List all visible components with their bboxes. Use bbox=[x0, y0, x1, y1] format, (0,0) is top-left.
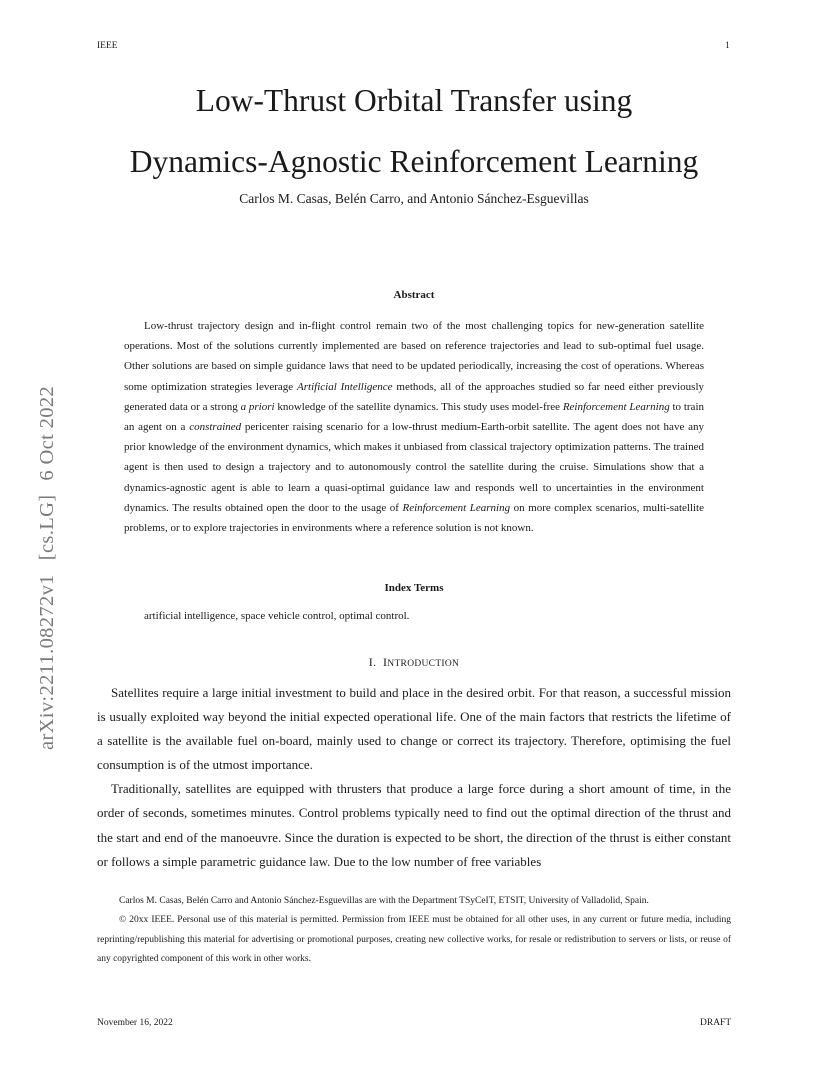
running-header-left: IEEE bbox=[97, 41, 118, 51]
paper-title-line-1: Low-Thrust Orbital Transfer using bbox=[195, 83, 633, 118]
arxiv-id: arXiv:2211.08272v1 bbox=[36, 574, 58, 750]
arxiv-date: 6 Oct 2022 bbox=[36, 385, 58, 481]
paper-title bbox=[0, 70, 828, 192]
arxiv-category: [cs.LG] bbox=[36, 494, 58, 561]
page-number: 1 bbox=[725, 41, 730, 51]
arxiv-stamp bbox=[36, 290, 64, 750]
footer-date: November 16, 2022 bbox=[97, 1018, 173, 1028]
abstract-body bbox=[124, 316, 704, 538]
section-title-first-letter: I bbox=[383, 655, 388, 669]
section-heading-introduction bbox=[0, 655, 828, 670]
index-terms-heading: Index Terms bbox=[384, 582, 444, 594]
footnote-affiliation: Carlos M. Casas, Belén Carro and Antonio Sánchez-Esguevillas are with the Department TSyCeIT, ETSIT, University of Valladolid, Spain. bbox=[119, 896, 649, 906]
intro-paragraph-2: Traditionally, satellites are equipped with thrusters that produce a large force during a short amount of time, in the order of seconds, sometimes minutes. Control problems typically need to find out the optimal direction of the thrust and the start and end of the manoeuvre. Since the duration is expected to be short, the direction of the thrust is either constant or follows a simple parametric guidance law. Due to the low number of free variables bbox=[97, 781, 731, 869]
abstract-heading: Abstract bbox=[393, 289, 435, 301]
section-number: I. bbox=[368, 655, 377, 669]
intro-paragraph-1: Satellites require a large initial investment to build and place in the desired orbit. For that reason, a successful mission is usually exploited way beyond the initial expected operational life. One of the main factors that restricts the lifetime of a satellite is the available fuel on-board, mainly used to change or correct its trajectory. Therefore, optimising the fuel consumption is of the utmost importance. bbox=[97, 685, 731, 773]
footnote-copyright: © 20xx IEEE. Personal use of this material is permitted. Permission from IEEE must be obtained for all other uses, in any current or future media, including reprinting/republishing this material for advertising or promotional purposes, creating new collective works, for resale or redistribution to servers or lists, or reuse of any copyrighted component of this work in other works. bbox=[97, 915, 731, 964]
paper-title-line-2: Dynamics-Agnostic Reinforcement Learning bbox=[129, 144, 699, 179]
footnote-block bbox=[97, 892, 731, 969]
index-terms-text: artificial intelligence, space vehicle control, optimal control. bbox=[144, 610, 410, 622]
abstract-paragraph: Low-thrust trajectory design and in-flight control remain two of the most challenging topics for new-generation satellite operations. Most of the solutions currently implemented are based on reference trajectories and lead to sub-optimal fuel usage. Other solutions are based on simple guidance laws that need to be updated periodically, increasing the cost of operations. Whereas some optimization strategies leverage Artificial Intelligence methods, all of the approaches studied so far need either previously generated data or a strong a priori knowledge of the satellite dynamics. This study uses model-free Reinforcement Learning to train an agent on a constrained pericenter raising scenario for a low-thrust medium-Earth-orbit satellite. The agent does not have any prior knowledge of the environment dynamics, which makes it unbiased from classical trajectory optimization patterns. The trained agent is then used to design a trajectory and to autonomously control the satellite during the cruise. Simulations show that a dynamics-agnostic agent is able to learn a quasi-optimal guidance law and responds well to uncertainties in the environment dynamics. The results obtained open the door to the usage of Reinforcement Learning on more complex scenarios, multi-satellite problems, or to explore trajectories in environments where a reference solution is not known. bbox=[124, 320, 705, 535]
introduction-body bbox=[97, 681, 731, 874]
section-title-rest: NTRODUCTION bbox=[387, 659, 460, 669]
author-list: Carlos M. Casas, Belén Carro, and Antonio Sánchez-Esguevillas bbox=[239, 191, 589, 206]
footer-draft-label: DRAFT bbox=[700, 1018, 732, 1028]
